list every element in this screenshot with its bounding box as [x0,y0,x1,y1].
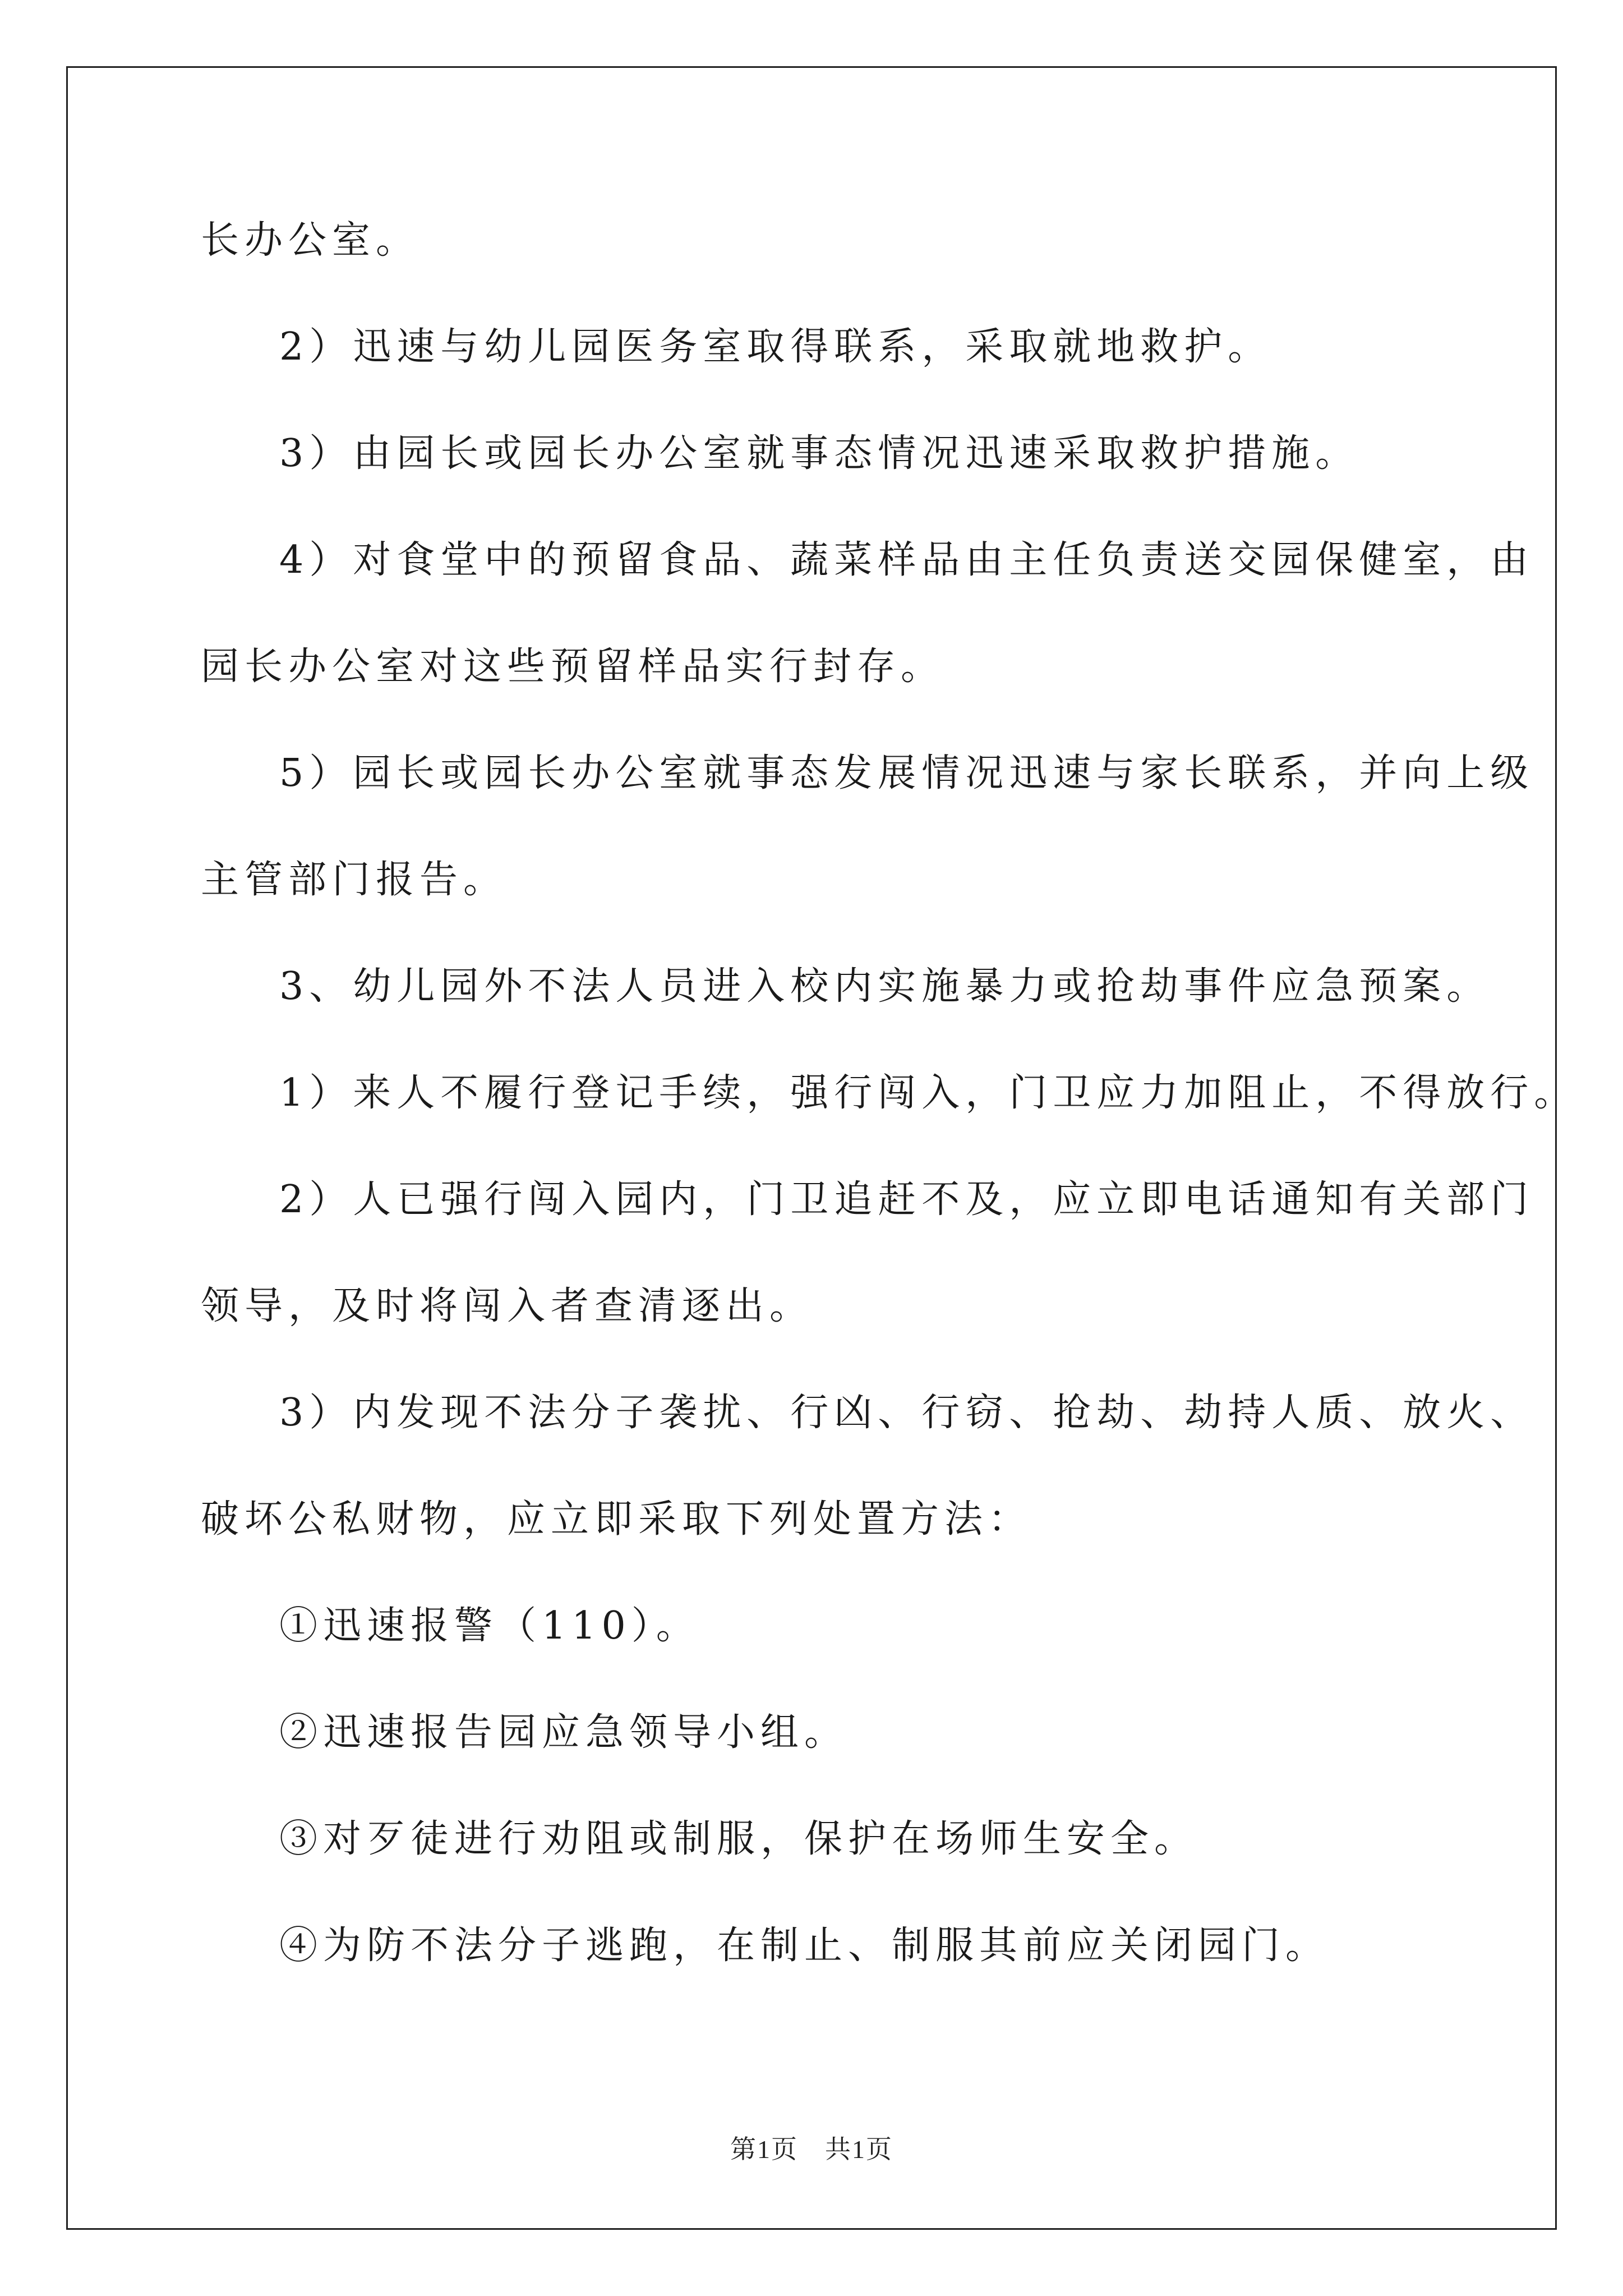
page-footer [0,2129,1623,2166]
paragraph-line: 3）由园长或园长办公室就事态情况迅速采取救护措施。 [279,431,1359,476]
paragraph-line: 2）迅速与幼儿园医务室取得联系，采取就地救护。 [279,325,1272,369]
paragraph-line: ②迅速报告园应急领导小组。 [279,1710,849,1755]
page-number: 第1页 [730,2135,798,2164]
paragraph-line: 3）内发现不法分子袭扰、行凶、行窃、抢劫、劫持人质、放火、 [279,1391,1534,1435]
paragraph-line: 4）对食堂中的预留食品、蔬菜样品由主任负责送交园保健室，由 [279,538,1534,582]
paragraph-line: 领导，及时将闯入者查清逐出。 [201,1284,814,1328]
paragraph-line: 主管部门报告。 [201,858,508,902]
paragraph-line: 园长办公室对这些预留样品实行封存。 [201,645,945,689]
paragraph-line: 5）园长或园长办公室就事态发展情况迅速与家长联系，并向上级 [279,751,1534,795]
page-total: 共1页 [825,2135,893,2164]
paragraph-line: 1）来人不履行登记手续，强行闯入，门卫应力加阻止，不得放行。 [279,1071,1578,1115]
paragraph-line: 破坏公私财物，应立即采取下列处置方法： [201,1497,1032,1542]
paragraph-line: ①迅速报警（110）。 [279,1604,700,1648]
paragraph-line: ③对歹徒进行劝阻或制服，保护在场师生安全。 [279,1817,1198,1861]
paragraph-line: 3、幼儿园外不法人员进入校内实施暴力或抢劫事件应急预案。 [279,964,1491,1009]
paragraph-line: 长办公室。 [201,218,420,263]
page-border [66,66,1557,2230]
paragraph-line: 2）人已强行闯入园内，门卫追赶不及，应立即电话通知有关部门 [279,1177,1534,1222]
paragraph-line: ④为防不法分子逃跑，在制止、制服其前应关闭园门。 [279,1924,1330,1968]
